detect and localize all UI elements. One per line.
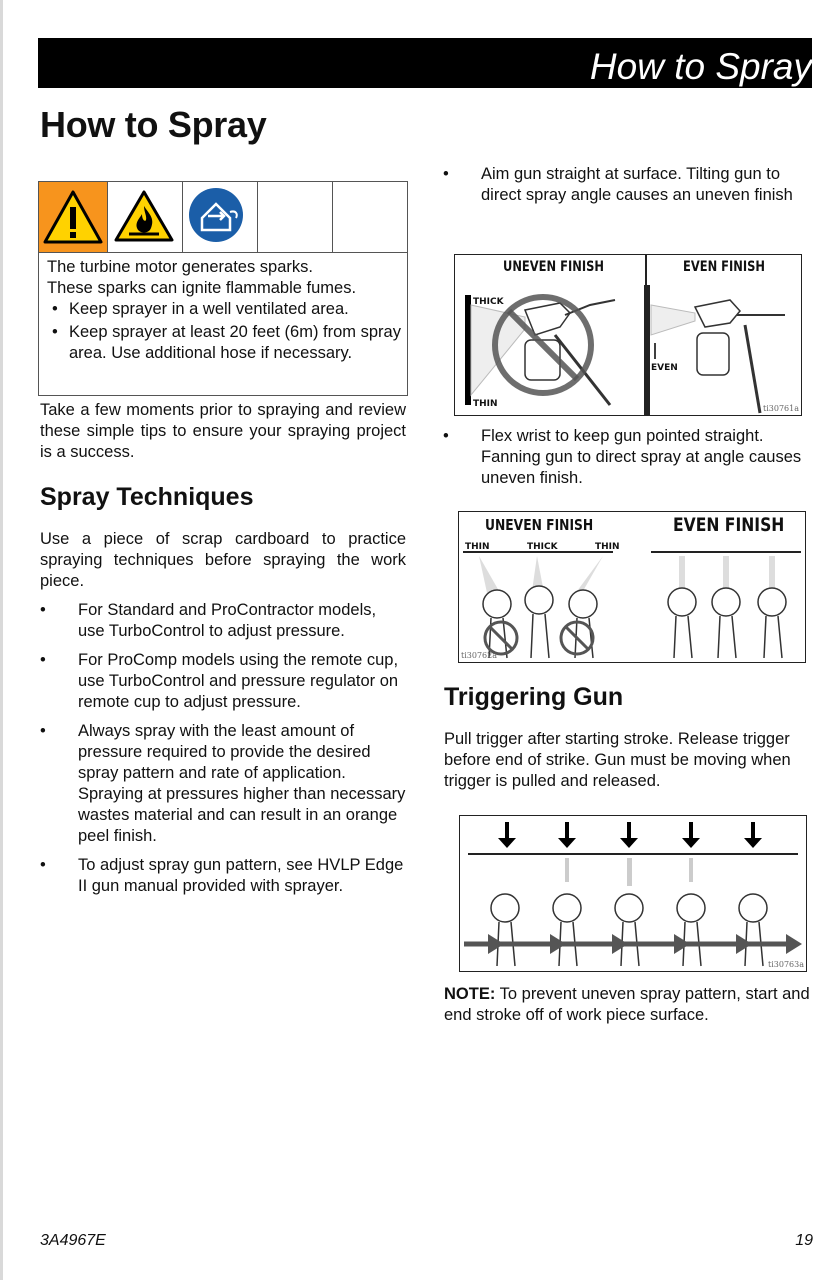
intro-paragraph: Take a few moments prior to spraying and review these simple tips to ensure your spraying project is a success. <box>40 401 406 461</box>
figure-code: ti30763a <box>768 960 804 969</box>
even-label: EVEN <box>651 363 678 373</box>
list-item: • To adjust spray gun pattern, see HVLP Edge II gun manual provided with sprayer. <box>40 855 406 897</box>
list-item: • For Standard and ProContractor models, use TurboControl to adjust pressure. <box>40 600 406 642</box>
warning-icons-row <box>39 182 407 253</box>
spray-techniques-list <box>40 600 406 905</box>
ventilate-area-icon <box>182 182 258 252</box>
empty-icon-cell <box>257 182 333 252</box>
warning-box <box>38 181 408 396</box>
figure-code: ti30761a <box>763 404 799 413</box>
even-finish-label: EVEN FINISH <box>673 514 785 536</box>
aim-list <box>443 164 811 214</box>
thick-label: THICK <box>527 542 558 552</box>
section-banner <box>38 38 812 88</box>
banner-title: How to Spray <box>589 46 812 87</box>
page-edge <box>0 0 3 1280</box>
spray-techniques-heading: Spray Techniques <box>40 483 254 511</box>
thin-label: THIN <box>473 399 498 409</box>
spray-gun-illustration <box>455 255 801 415</box>
flex-wrist-list <box>443 426 811 497</box>
figure-code: ti30762a <box>461 651 497 660</box>
warning-line-2: These sparks can ignite flammable fumes. <box>47 279 357 297</box>
thin-label: THIN <box>595 542 620 552</box>
triggering-illustration <box>460 816 806 971</box>
page-title: How to Spray <box>40 104 267 145</box>
list-item: • Always spray with the least amount of pressure required to provide the desired spray pattern and rate of application. Spraying at pressures higher than necessary wastes material and can result in an orange peel finish. <box>40 721 406 847</box>
warning-line-1: The turbine motor generates sparks. <box>47 258 313 276</box>
note-label: NOTE: <box>444 985 496 1003</box>
even-finish-label: EVEN FINISH <box>683 259 766 275</box>
warning-triangle-icon <box>39 182 108 252</box>
figure-triggering <box>459 815 807 972</box>
uneven-finish-label: UNEVEN FINISH <box>485 516 594 534</box>
uneven-finish-label: UNEVEN FINISH <box>503 259 604 275</box>
figure-flex-wrist <box>458 511 806 663</box>
list-item: • Aim gun straight at surface. Tilting gun to direct spray angle causes an uneven finish <box>443 164 811 206</box>
fanning-illustration <box>459 512 805 662</box>
thin-label: THIN <box>465 542 490 552</box>
figure-aim-gun <box>454 254 802 416</box>
triggering-gun-heading: Triggering Gun <box>444 683 624 711</box>
warning-bullet: • Keep sprayer in a well ventilated area. <box>47 299 402 320</box>
triggering-text: Pull trigger after starting stroke. Release trigger before end of strike. Gun must be moving when trigger is pulled and released. <box>444 730 791 790</box>
note <box>444 984 812 1026</box>
thick-label: THICK <box>473 297 504 307</box>
note-text: To prevent uneven spray pattern, start and end stroke off of work piece surface. <box>444 985 810 1024</box>
document-id: 3A4967E <box>40 1232 106 1249</box>
warning-text <box>47 257 402 364</box>
spray-techniques-intro: Use a piece of scrap cardboard to practice spraying techniques before spraying the work piece. <box>40 530 406 590</box>
warning-bullet: • Keep sprayer at least 20 feet (6m) from spray area. Use additional hose if necessary. <box>47 322 402 364</box>
list-item: • Flex wrist to keep gun pointed straight. Fanning gun to direct spray at angle causes uneven finish. <box>443 426 811 489</box>
list-item: • For ProComp models using the remote cup, use TurboControl and pressure regulator on remote cup to adjust pressure. <box>40 650 406 713</box>
page-number: 19 <box>795 1232 813 1249</box>
fire-hazard-icon <box>107 182 183 252</box>
